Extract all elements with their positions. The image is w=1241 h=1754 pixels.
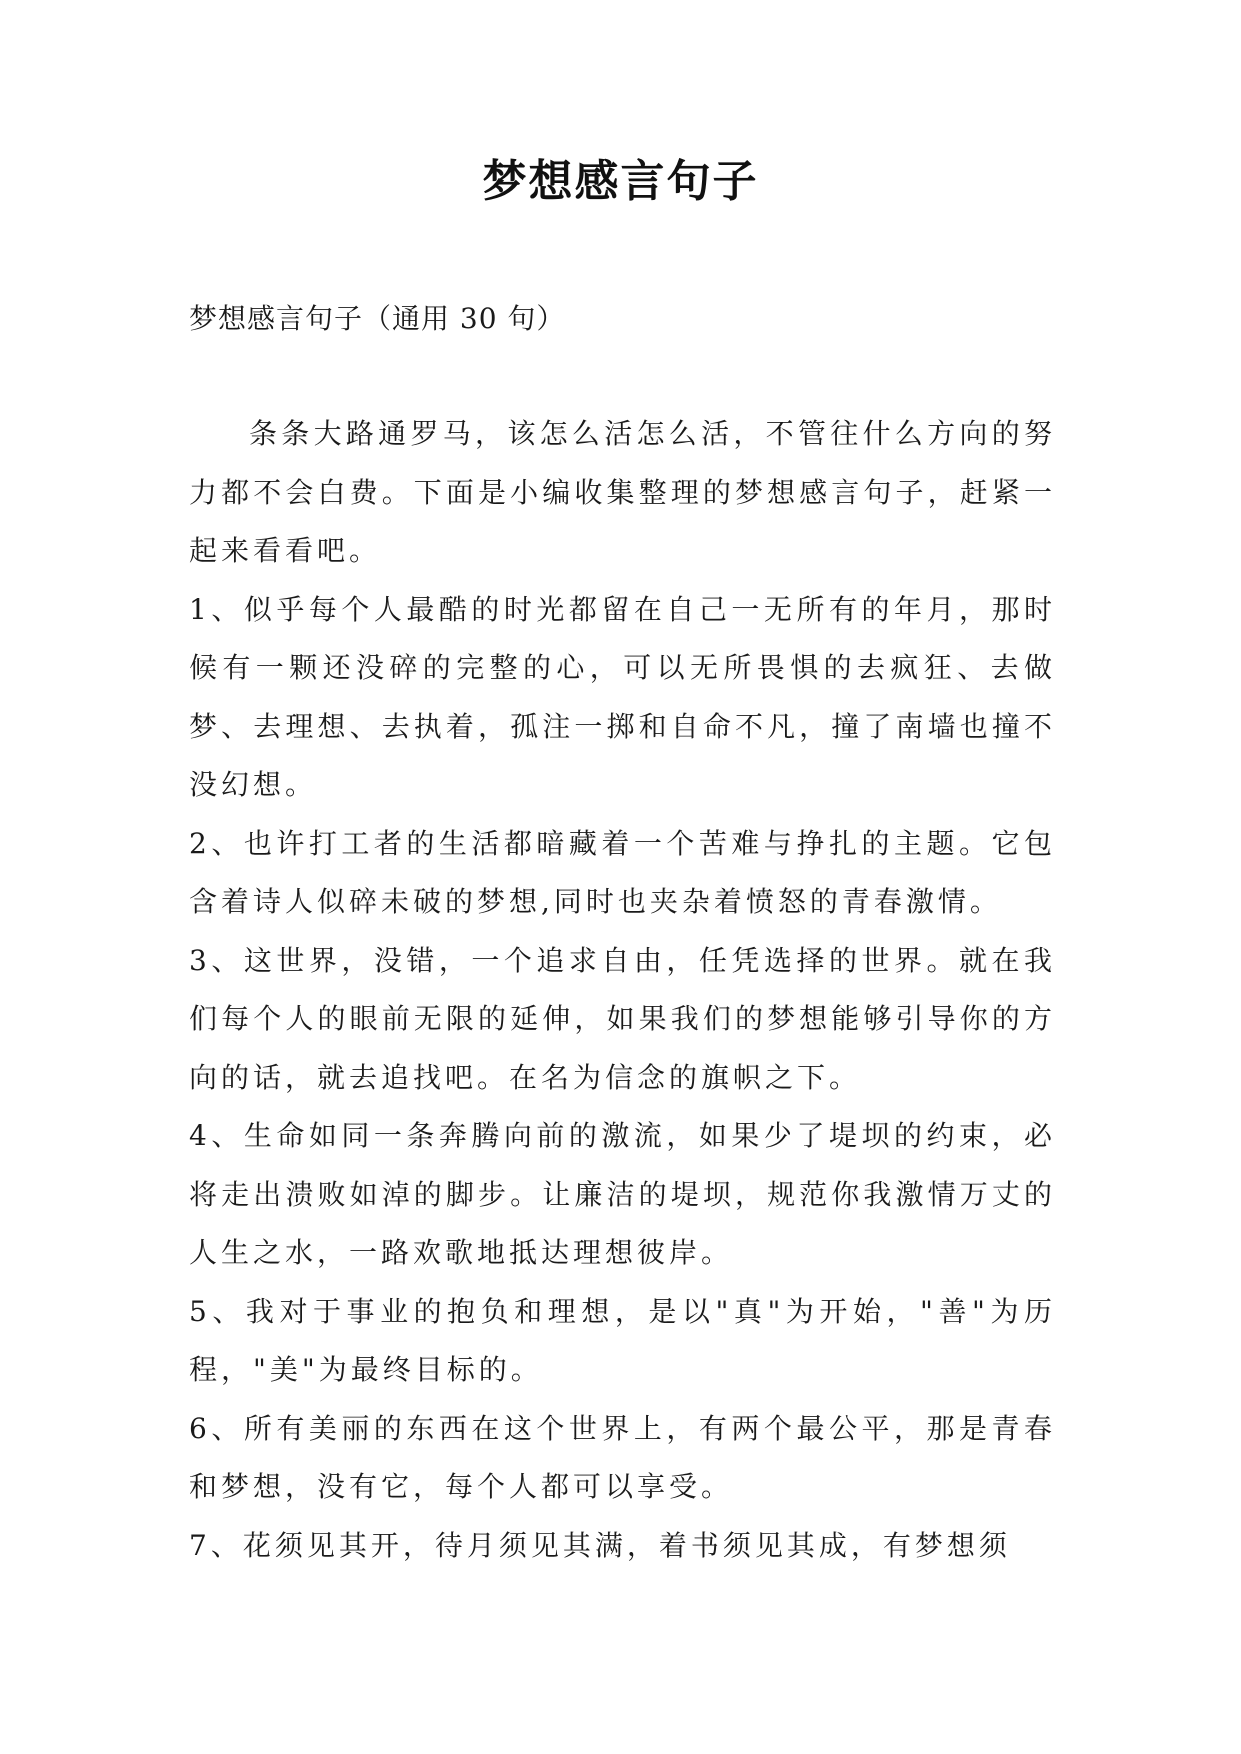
list-item: 2、也许打工者的生活都暗藏着一个苦难与挣扎的主题。它包含着诗人似碎未破的梦想,同时也夹杂着愤怒的青春激情。: [189, 826, 1056, 918]
list-item: 3、这世界，没错，一个追求自由，任凭选择的世界。就在我们每个人的眼前无限的延伸，如果我们的梦想能够引导你的方向的话，就去追找吧。在名为信念的旗帜之下。: [189, 943, 1056, 1094]
document-body: [189, 405, 1056, 1575]
list-item: 5、我对于事业的抱负和理想，是以"真"为开始，"善"为历程，"美"为最终目标的。: [189, 1294, 1056, 1386]
list-item: 6、所有美丽的东西在这个世界上，有两个最公平，那是青春和梦想，没有它，每个人都可以享受。: [189, 1411, 1056, 1503]
list-item: 7、花须见其开，待月须见其满，着书须见其成，有梦想须: [189, 1528, 1011, 1562]
intro-paragraph: 条条大路通罗马，该怎么活怎么活，不管往什么方向的努力都不会白费。下面是小编收集整理的梦想感言句子，赶紧一起来看看吧。: [189, 417, 1056, 567]
list-item: 4、生命如同一条奔腾向前的激流，如果少了堤坝的约束，必将走出溃败如淖的脚步。让廉洁的堤坝，规范你我激情万丈的人生之水，一路欢歌地抵达理想彼岸。: [189, 1119, 1056, 1269]
document-title: 梦想感言句子: [482, 156, 759, 207]
list-item: 1、似乎每个人最酷的时光都留在自己一无所有的年月，那时候有一颗还没碎的完整的心，可以无所畏惧的去疯狂、去做梦、去理想、去执着，孤注一掷和自命不凡，撞了南墙也撞不没幻想。: [189, 592, 1056, 801]
document-subtitle: 梦想感言句子（通用 30 句）: [189, 302, 566, 335]
